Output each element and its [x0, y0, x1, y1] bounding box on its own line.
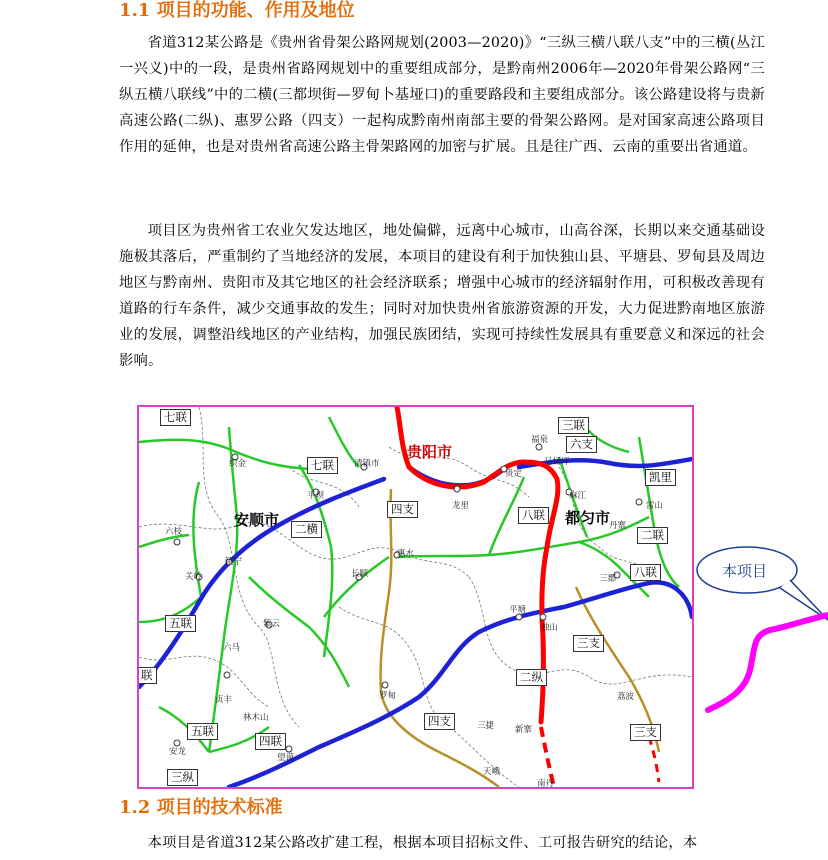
route-label-sizhi-b: 四支	[424, 713, 455, 730]
town-anlong: 安龙	[169, 747, 187, 757]
city-duyun: 都匀市	[565, 509, 611, 527]
project-callout-label: 本项目	[722, 562, 768, 580]
paragraph-3: 本项目是省道312某公路改扩建工程，根据本项目招标文件、工可报告研究的结论，本	[147, 835, 698, 851]
town-zhijin: 织金	[229, 459, 247, 469]
town-linhe: 林木山	[243, 713, 269, 723]
route-label-qilian-mid: 七联	[307, 457, 338, 474]
route-label-erheng: 二横	[291, 521, 322, 538]
town-huishui: 惠水	[397, 549, 415, 559]
town-xinzhai: 新寨	[515, 725, 533, 735]
town-guanling: 关岭	[185, 572, 203, 582]
town-libo: 荔波	[617, 692, 635, 702]
town-changshun: 长顺	[351, 569, 369, 579]
town-guiding: 贵定	[505, 469, 523, 479]
route-label-balian-b: 八联	[630, 564, 661, 581]
town-majiang: 麻江	[569, 491, 587, 501]
route-label-lian-edge: 联	[137, 667, 157, 684]
route-label-wulian-a: 五联	[165, 615, 196, 632]
project-route	[708, 615, 828, 710]
town-tiane: 天峨	[483, 767, 501, 777]
town-luodian: 罗甸	[379, 691, 397, 701]
town-zhenning: 镇宁	[225, 557, 243, 567]
route-label-sanzhi-b: 三支	[630, 724, 661, 741]
map-roads	[139, 407, 692, 787]
town-zhenfeng: 贞丰	[215, 695, 233, 705]
route-label-erlian: 二联	[637, 527, 668, 544]
town-pingba: 平坝	[307, 491, 325, 501]
route-label-kaili: 凯里	[645, 469, 676, 486]
town-machangping: 马场坪	[544, 457, 570, 467]
route-label-sanlian: 三联	[558, 417, 589, 434]
brown-roads	[381, 489, 659, 787]
city-anshun: 安顺市	[234, 511, 280, 529]
town-wangmo-b: 望谟	[277, 753, 295, 763]
section-heading-2: 1.2 项目的技术标准	[119, 797, 283, 818]
paragraph-2: 项目区为贵州省工农业欠发达地区，地处偏僻，远离中心城市，山高谷深，长期以来交通基础设施极其落后，严重制约了当地经济的发展，本项目的建设有利于加快独山县、平塘县、罗甸县及周边地区与黔南州、贵阳市及其它地区的社会经济联系；增强中心城市的经济辐射作用，可积极改善现有道路的行车条件，减少交通事故的发生；同时对加快贵州省旅游资源的开发，大力促进黔南地区旅游业的发展，调整沿线地区的产业结构，加强民族团结，实现可持续性发展具有重要意义和深远的社会影响。	[119, 223, 765, 370]
town-pingtang: 平塘	[509, 605, 527, 615]
route-label-wulian-b: 五联	[187, 723, 218, 740]
paragraph-1: 省道312某公路是《贵州省骨架公路网规划(2003—2020)》“三纵三横八联八支”中的三横(丛江一兴义)中的一段，是贵州省路网规划中的重要组成部分，是黔南州2006年—2020年骨架公路网“三纵五横八联线”中的二横(三都坝街—罗甸卜基垭口)的重要路段和主要组成部分。该公路建设将与贵新高速公路(二纵)、惠罗公路（四支）一起构成黔南州南部主要的骨架公路网。是对国家高速公路项目作用的延伸，也是对贵州省高速公路主骨架路网的加密与扩展。且是往广西、云南的重要出省通道。	[119, 35, 765, 156]
route-label-balian-a: 八联	[518, 507, 549, 524]
route-label-sanzong: 三纵	[167, 769, 198, 786]
route-label-silian: 四联	[255, 733, 286, 750]
town-ziyun: 紫云	[263, 619, 281, 629]
city-guiyang: 贵阳市	[407, 443, 453, 461]
town-qingzhen: 清镇市	[354, 459, 380, 469]
route-label-sizhi-a: 四支	[387, 501, 418, 518]
route-label-erzong: 二纵	[516, 669, 547, 686]
road-network-map	[137, 405, 694, 789]
town-longli: 龙里	[452, 501, 470, 511]
town-danzhai: 丹寨	[609, 521, 627, 531]
town-nandan: 南丹	[537, 779, 555, 789]
town-wangmo: 六马	[223, 643, 241, 653]
town-sandu: 三都	[599, 574, 617, 584]
town-fuquan: 福泉	[531, 435, 549, 445]
route-label-qilian-top: 七联	[160, 409, 191, 426]
town-sanjie: 三捷	[477, 721, 495, 731]
town-leishan: 雷山	[646, 501, 664, 511]
route-label-sanzhi-a: 三支	[573, 635, 604, 652]
town-liuzhi: 六枝	[165, 527, 183, 537]
route-label-liuzhi: 六支	[566, 436, 597, 453]
section-heading-1: 1.1 项目的功能、作用及地位	[119, 0, 355, 21]
town-dushan: 独山	[541, 623, 559, 633]
